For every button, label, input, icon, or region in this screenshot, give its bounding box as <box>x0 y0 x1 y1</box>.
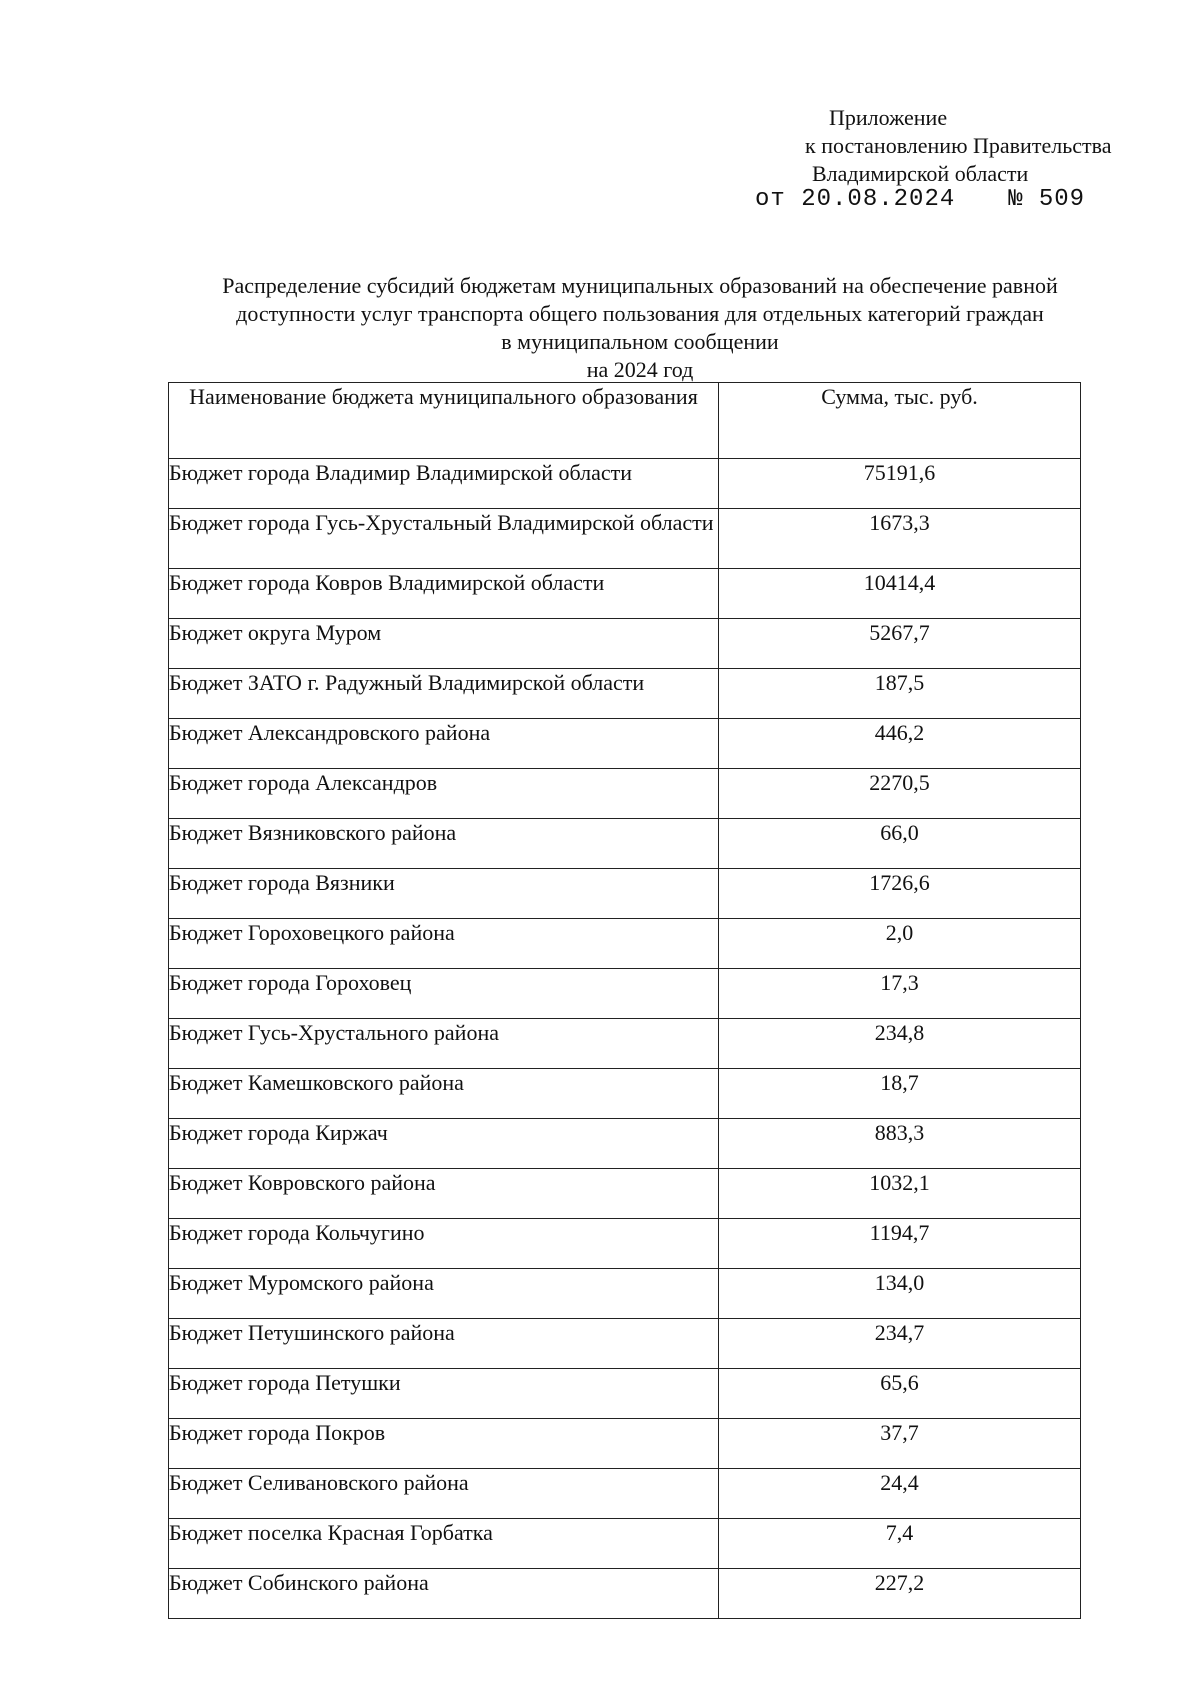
table-body <box>169 459 1081 1619</box>
table-row <box>169 509 1081 569</box>
amount-cell: 1032,1 <box>719 1169 1081 1219</box>
decree-date: 20.08.2024 <box>801 186 956 213</box>
budget-name-cell: Бюджет города Петушки <box>169 1369 719 1419</box>
budget-name-cell: Бюджет Селивановского района <box>169 1469 719 1519</box>
budget-name-cell: Бюджет города Покров <box>169 1419 719 1469</box>
amount-cell: 883,3 <box>719 1119 1081 1169</box>
budget-name-cell: Бюджет города Киржач <box>169 1119 719 1169</box>
table-row <box>169 1169 1081 1219</box>
amount-cell: 227,2 <box>719 1569 1081 1619</box>
table-row <box>169 619 1081 669</box>
table-row <box>169 819 1081 869</box>
table-row <box>169 459 1081 509</box>
budget-name-cell: Бюджет Камешковского района <box>169 1069 719 1119</box>
budget-name-cell: Бюджет Гороховецкого района <box>169 919 719 969</box>
table-row <box>169 1069 1081 1119</box>
table-row <box>169 1419 1081 1469</box>
table-row <box>169 669 1081 719</box>
table-row <box>169 1569 1081 1619</box>
budget-name-cell: Бюджет ЗАТО г. Радужный Владимирской области <box>169 669 719 719</box>
table-row <box>169 1269 1081 1319</box>
decree-date-number <box>755 186 1085 214</box>
budget-name-cell: Бюджет округа Муром <box>169 619 719 669</box>
table-row <box>169 1119 1081 1169</box>
table-row <box>169 919 1081 969</box>
budget-name-cell: Бюджет города Гороховец <box>169 969 719 1019</box>
budget-name-cell: Бюджет города Владимир Владимирской области <box>169 459 719 509</box>
appendix-decree-ref: к постановлению Правительства <box>805 133 1112 158</box>
budget-name-cell: Бюджет города Александров <box>169 769 719 819</box>
amount-cell: 134,0 <box>719 1269 1081 1319</box>
title-line-4: на 2024 год <box>586 357 694 382</box>
amount-cell: 18,7 <box>719 1069 1081 1119</box>
table-row <box>169 719 1081 769</box>
column-header-amount: Сумма, тыс. руб. <box>719 383 1081 459</box>
number-sign: № <box>1008 186 1024 213</box>
amount-cell: 187,5 <box>719 669 1081 719</box>
amount-cell: 234,7 <box>719 1319 1081 1369</box>
table-row <box>169 1369 1081 1419</box>
date-prefix: от <box>755 186 786 213</box>
budget-name-cell: Бюджет Вязниковского района <box>169 819 719 869</box>
budget-name-cell: Бюджет города Ковров Владимирской области <box>169 569 719 619</box>
budget-name-cell: Бюджет Ковровского района <box>169 1169 719 1219</box>
amount-cell: 2270,5 <box>719 769 1081 819</box>
amount-cell: 1726,6 <box>719 869 1081 919</box>
amount-cell: 2,0 <box>719 919 1081 969</box>
amount-cell: 65,6 <box>719 1369 1081 1419</box>
amount-cell: 24,4 <box>719 1469 1081 1519</box>
title-line-1: Распределение субсидий бюджетам муниципальных образований на обеспечение равной <box>222 273 1058 298</box>
amount-cell: 1673,3 <box>719 509 1081 569</box>
table-row <box>169 1319 1081 1369</box>
budget-name-cell: Бюджет поселка Красная Горбатка <box>169 1519 719 1569</box>
budget-name-cell: Бюджет Муромского района <box>169 1269 719 1319</box>
table-row <box>169 869 1081 919</box>
amount-cell: 10414,4 <box>719 569 1081 619</box>
amount-cell: 75191,6 <box>719 459 1081 509</box>
amount-cell: 446,2 <box>719 719 1081 769</box>
table-row <box>169 1219 1081 1269</box>
amount-cell: 66,0 <box>719 819 1081 869</box>
table-row <box>169 769 1081 819</box>
budget-name-cell: Бюджет Александровского района <box>169 719 719 769</box>
table-row <box>169 1519 1081 1569</box>
amount-cell: 37,7 <box>719 1419 1081 1469</box>
amount-cell: 7,4 <box>719 1519 1081 1569</box>
amount-cell: 234,8 <box>719 1019 1081 1069</box>
table-row <box>169 1019 1081 1069</box>
table-header-row <box>169 383 1081 459</box>
budget-name-cell: Бюджет Собинского района <box>169 1569 719 1619</box>
subsidy-table <box>168 382 1081 1619</box>
document-title <box>170 272 1110 384</box>
budget-name-cell: Бюджет города Вязники <box>169 869 719 919</box>
budget-name-cell: Бюджет Петушинского района <box>169 1319 719 1369</box>
amount-cell: 1194,7 <box>719 1219 1081 1269</box>
budget-name-cell: Бюджет Гусь-Хрустального района <box>169 1019 719 1069</box>
appendix-region: Владимирской области <box>812 161 1029 186</box>
title-line-2: доступности услуг транспорта общего пользования для отдельных категорий граждан <box>236 301 1044 326</box>
title-line-3: в муниципальном сообщении <box>501 329 779 354</box>
budget-name-cell: Бюджет города Кольчугино <box>169 1219 719 1269</box>
table-row <box>169 1469 1081 1519</box>
column-header-name: Наименование бюджета муниципального образования <box>169 383 719 459</box>
decree-number: 509 <box>1038 186 1086 213</box>
appendix-label: Приложение <box>829 105 948 130</box>
amount-cell: 17,3 <box>719 969 1081 1019</box>
amount-cell: 5267,7 <box>719 619 1081 669</box>
budget-name-cell: Бюджет города Гусь-Хрустальный Владимирской области <box>169 509 719 569</box>
table-row <box>169 569 1081 619</box>
table-row <box>169 969 1081 1019</box>
